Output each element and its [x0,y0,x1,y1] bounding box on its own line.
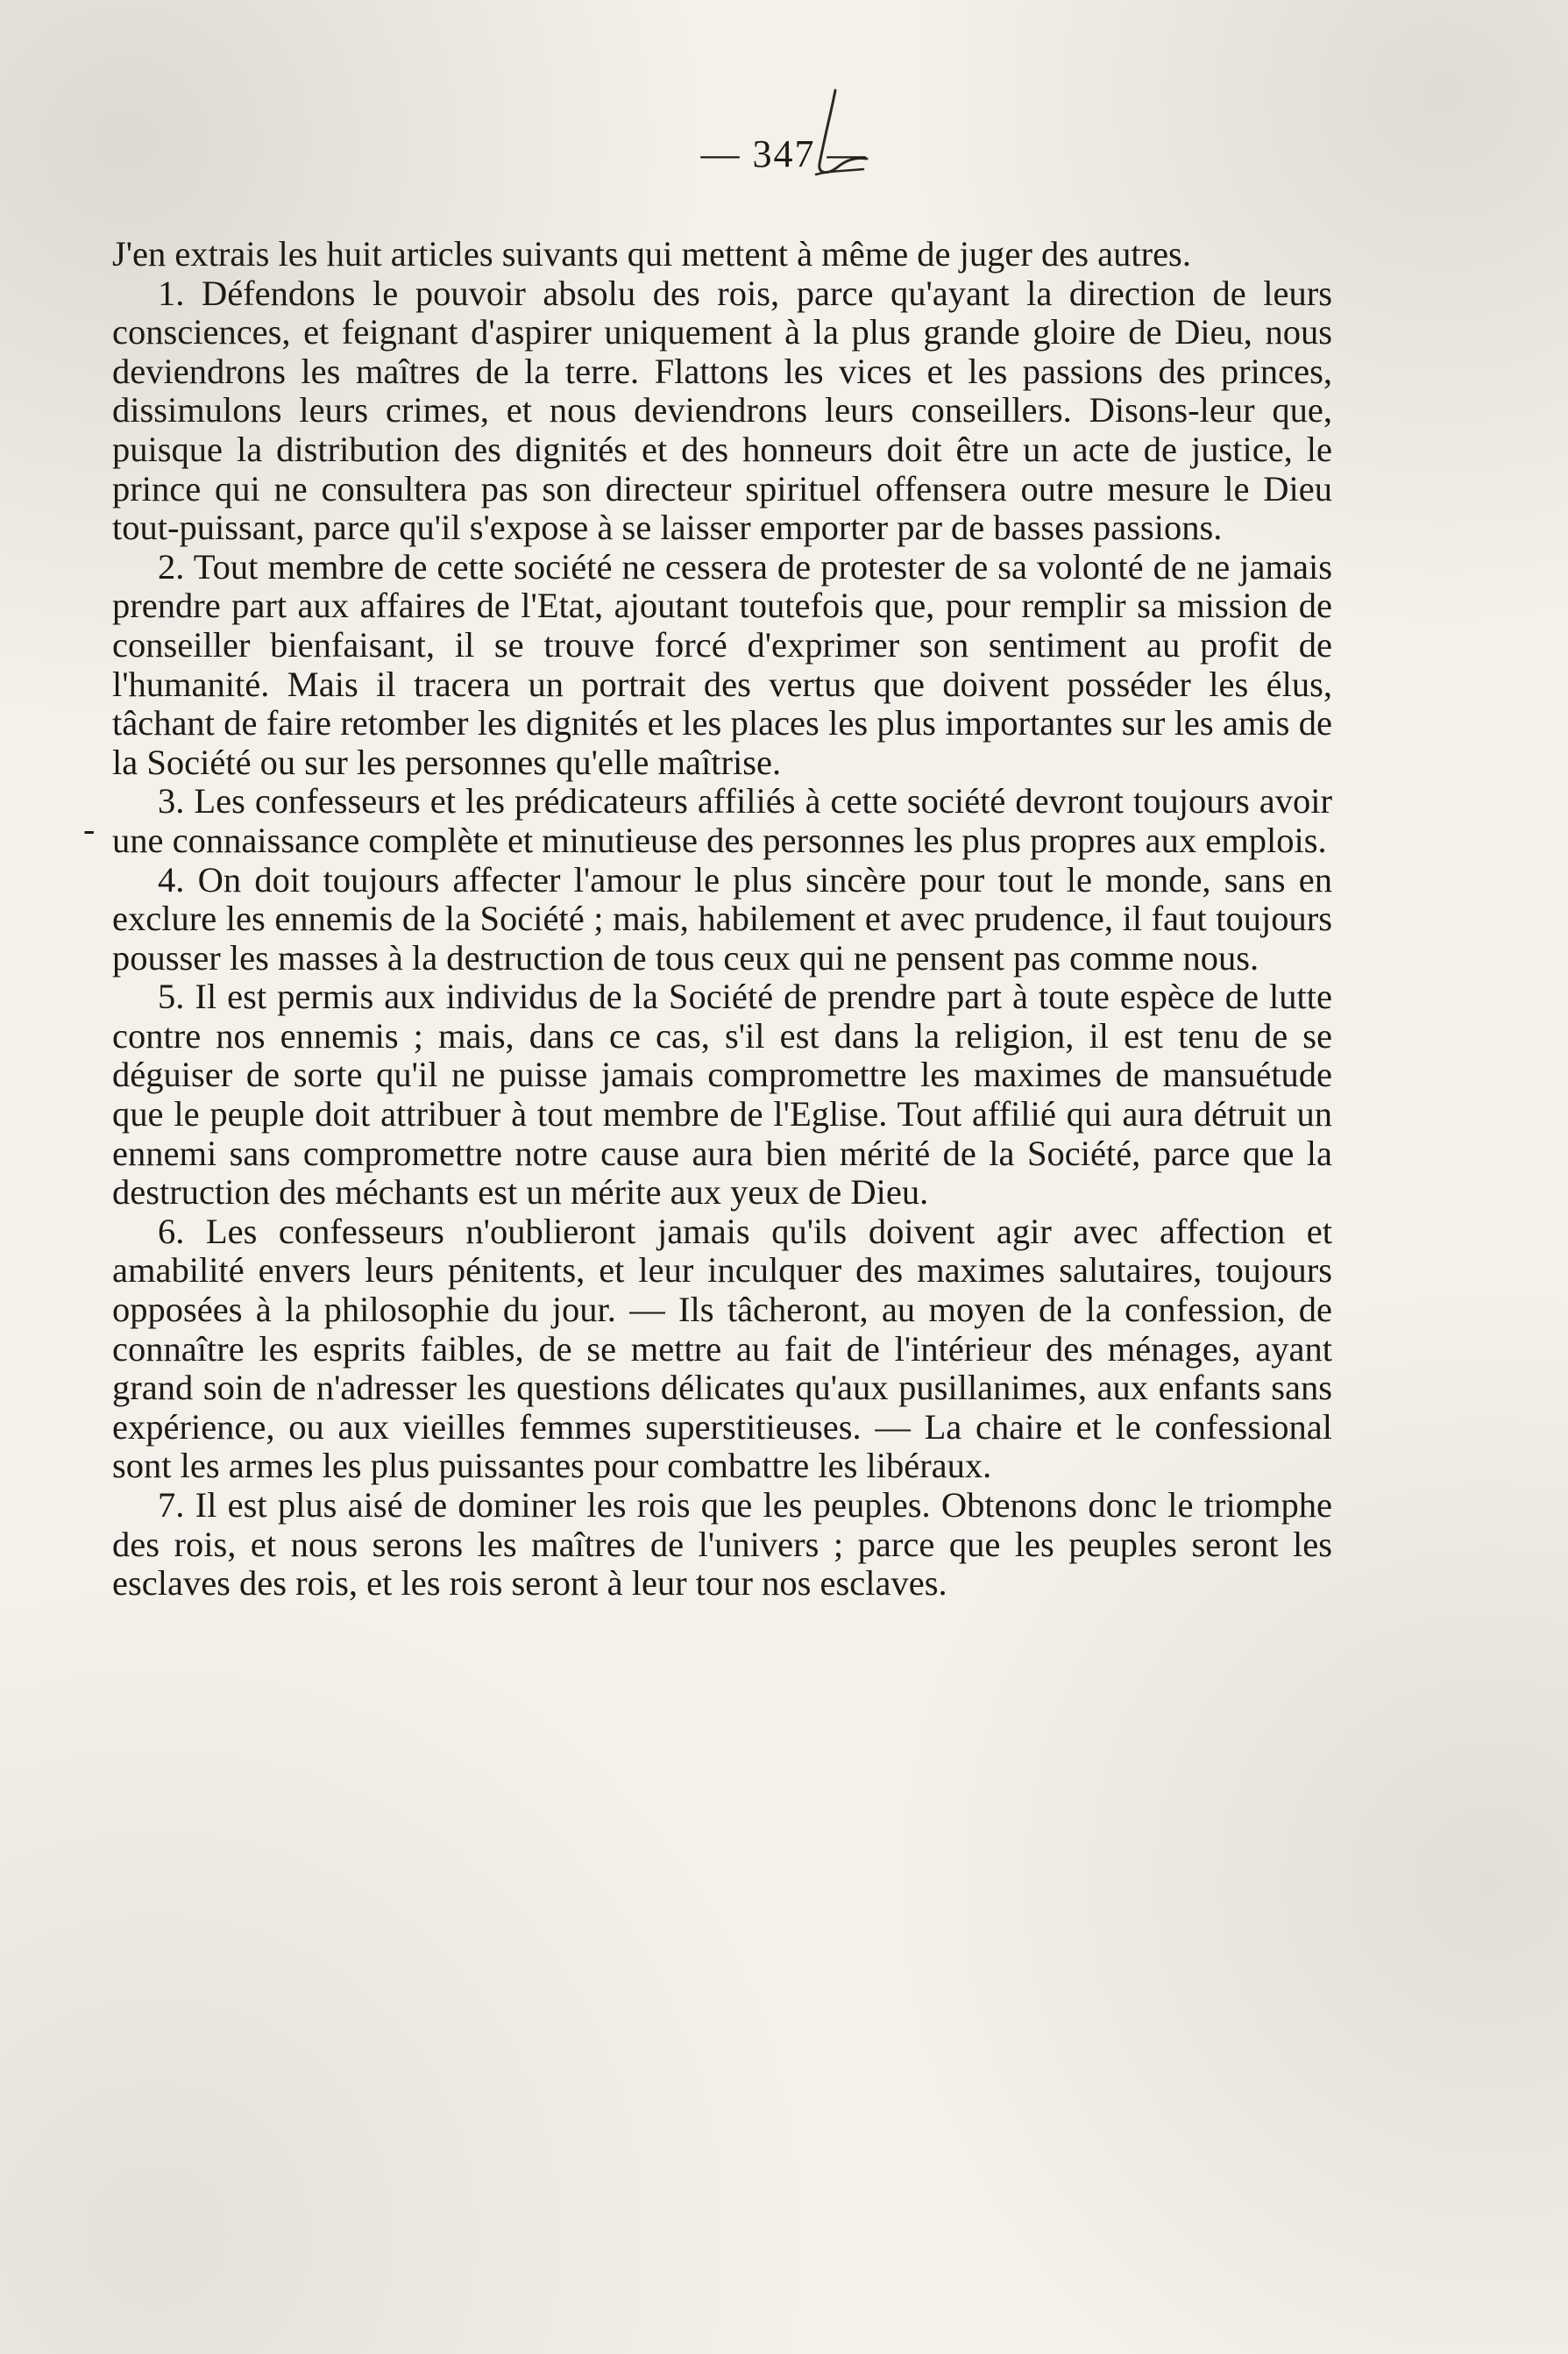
page-number: — 347 — [700,132,868,175]
article-2: 2. Tout membre de cette société ne cessera de protester de sa volonté de ne jamais prendre part aux affaires de l'Etat, ajoutant toutefois que, pour remplir sa mission de conseiller bienfaisant, il se trouve forcé d'exprimer son sentiment au profit de l'humanité. Mais il tracera un portrait des vertus que doivent posséder les élus, tâchant de faire retomber les dignités et les places les plus importantes sur les amis de la Société ou sur les personnes qu'elle maîtrise. [112,546,1332,782]
paragraph-intro: J'en extrais les huit articles suivants qui mettent à même de juger des autres. [112,234,1191,274]
article-3: 3. Les confesseurs et les prédicateurs affiliés à cette société devront toujours avoir une connaissance complète et minutieuse des personnes les plus propres aux emplois. [112,781,1332,860]
article-5: 5. Il est permis aux individus de la Société de prendre part à toute espèce de lutte contre nos ennemis ; mais, dans ce cas, s'il est dans la religion, il est tenu de se déguiser de sorte qu'il ne puisse jamais compromettre les maximes de mansuétude que le peuple doit attribuer à tout membre de l'Eglise. Tout affilié qui aura détruit un ennemi sans compromettre notre cause aura bien mérité de la Société, parce que la destruction des méchants est un mérite aux yeux de Dieu. [112,977,1332,1213]
article-6: 6. Les confesseurs n'oublieront jamais qu'ils doivent agir avec affection et amabilité envers leurs pénitents, et leur inculquer des maximes salutaires, toujours opposées à la philosophie du jour. — Ils tâcheront, au moyen de la confession, de connaître les esprits faibles, de se mettre au fait de l'intérieur des ménages, ayant grand soin de n'adresser les questions délicates qu'aux pusillanimes, aux enfants sans expérience, ou aux vieilles femmes superstitieuses. — La chaire et le confessional sont les armes les plus puissantes pour combattre les libéraux. [112,1211,1332,1486]
body-text [112,235,1332,1604]
article-7: 7. Il est plus aisé de dominer les rois que les peuples. Obtenons donc le triomphe des rois, et nous serons les maîtres de l'univers ; parce que les peuples seront les esclaves des rois, et les rois seront à leur tour nos esclaves. [112,1485,1332,1604]
margin-mark: - [83,809,96,849]
article-1: 1. Défendons le pouvoir absolu des rois, parce qu'ayant la direction de leurs consciences, et feignant d'aspirer uniquement à la plus grande gloire de Dieu, nous deviendrons les maîtres de la terre. Flattons les vices et les passions des princes, dissimulons leurs crimes, et nous deviendrons leurs conseillers. Disons-leur que, puisque la distribution des dignités et des honneurs doit être un acte de justice, le prince qui ne consultera pas son directeur spirituel offensera outre mesure le Dieu tout-puissant, parce qu'il s'expose à se laisser emporter par de basses passions. [112,273,1332,548]
article-4: 4. On doit toujours affecter l'amour le plus sincère pour tout le monde, sans en exclure les ennemis de la Société ; mais, habilement et avec prudence, il faut toujours pousser les masses à la destruction de tous ceux qui ne pensent pas comme nous. [112,859,1332,978]
